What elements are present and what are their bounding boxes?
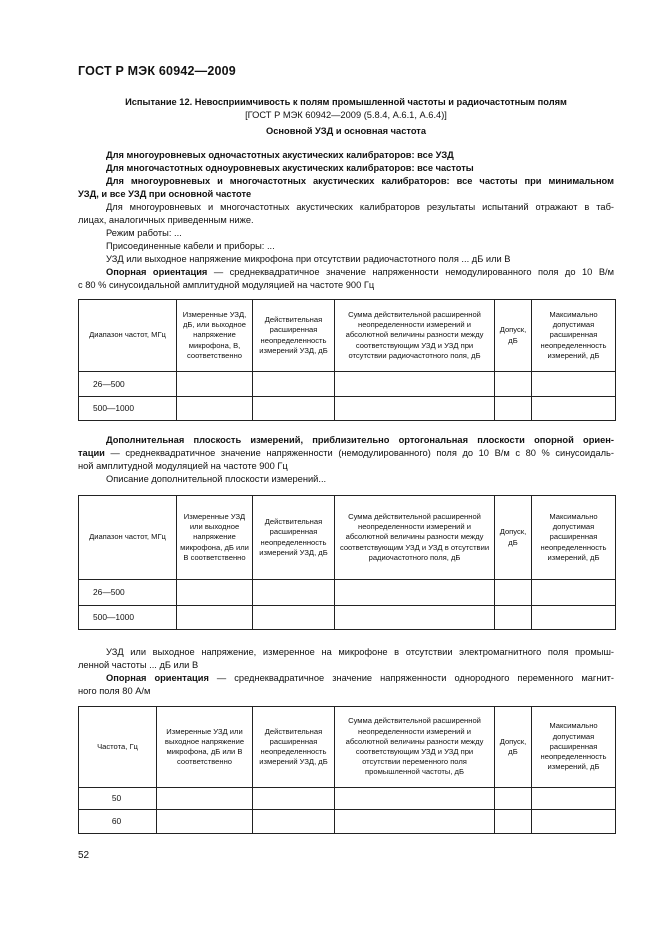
table-row-label: 60 <box>79 810 157 834</box>
secondary-plane-a: Дополнительная плоскость измерений, приблизительно ортогональная плоскости опорной ориен- <box>106 435 614 445</box>
col-sum-uncertainty: Сумма действительной расширенной неопределенности измерений и абсолютной величины разности между соответствующим УЗД и УЗД при отсутствии радиочастотного поля, дБ <box>335 300 495 372</box>
scope-line-2: Для многочастотных одноуровневых акустических калибраторов: все частоты <box>106 163 474 173</box>
reference-orientation <box>106 267 614 277</box>
rf-table-secondary <box>78 495 616 630</box>
col-actual-uncertainty: Действительная расширенная неопределенность измерений УЗД, дБ <box>253 496 335 580</box>
power-reference-label: Опорная ориентация <box>106 673 209 683</box>
table-row-label: 50 <box>79 788 157 810</box>
col-measured-level: Измеренные УЗД, дБ, или выходное напряжение микрофона, В, соответственно <box>177 300 253 372</box>
page-number: 52 <box>78 850 90 861</box>
table-row-label: 500—1000 <box>79 606 177 630</box>
power-field-level-a: УЗД или выходное напряжение, измеренное на микрофоне в отсутствии электромагнитного поля промыш- <box>106 647 614 657</box>
scope-line-3b: УЗД, и все УЗД при основной частоте <box>78 189 252 199</box>
secondary-plane-label: тации <box>78 448 105 458</box>
intro-paragraph-a: Для многоуровневых и многочастотных акустических калибраторов результаты испытаний отражают в таб- <box>106 202 614 212</box>
col-frequency: Частота, Гц <box>79 707 157 788</box>
power-reference-text: — среднеквадратичное значение напряженности однородного переменного магнит- <box>208 673 615 683</box>
reference-orientation-cont: с 80 % синусоидальной амплитудной модуляцией на частоте 900 Гц <box>78 280 375 290</box>
intro-paragraph-b: лицах, аналогичных приведенным ниже. <box>78 215 254 225</box>
table-row-label: 26—500 <box>79 580 177 606</box>
table-row-label: 26—500 <box>79 372 177 397</box>
col-measured-level: Измеренные УЗД или выходное напряжение микрофона, дБ или В соответственно <box>157 707 253 788</box>
reference-orientation-text: — среднеквадратичное значение напряженности немодулированного поля до 10 В/м <box>207 267 614 277</box>
power-reference-orientation <box>106 673 614 683</box>
col-tolerance: Допуск, дБ <box>495 707 532 788</box>
col-max-uncertainty: Максимально допустимая расширенная неопределенность измерений, дБ <box>532 707 616 788</box>
col-sum-uncertainty: Сумма действительной расширенной неопределенности измерений и абсолютной величины разности между соответствующим УЗД и УЗД в отсутствии радиочастотного поля, дБ <box>335 496 495 580</box>
col-frequency-range: Диапазон частот, МГц <box>79 496 177 580</box>
rf-table-reference <box>78 299 616 421</box>
col-actual-uncertainty: Действительная расширенная неопределенность измерений УЗД, дБ <box>253 300 335 372</box>
col-actual-uncertainty: Действительная расширенная неопределенность измерений УЗД, дБ <box>253 707 335 788</box>
reference-level: УЗД или выходное напряжение микрофона при отсутствии радиочастотного поля ... дБ или В <box>106 254 511 264</box>
secondary-plane-b <box>78 448 614 458</box>
power-field-level-b: ленной частоты ... дБ или В <box>78 660 199 670</box>
col-max-uncertainty: Максимально допустимая расширенная неопределенность измерений, дБ <box>532 496 616 580</box>
col-max-uncertainty: Максимально допустимая расширенная неопределенность измерений, дБ <box>532 300 616 372</box>
col-sum-uncertainty: Сумма действительной расширенной неопределенности измерений и абсолютной величины разности между соответствующим УЗД и УЗД при отсутствии переменного поля промышленной частоты, дБ <box>335 707 495 788</box>
power-reference-cont: ного поля 80 А/м <box>78 686 151 696</box>
scope-line-3a: Для многоуровневых и многочастотных акустических калибраторов: все частоты при минимальном <box>106 176 614 186</box>
col-frequency-range: Диапазон частот, МГц <box>79 300 177 372</box>
reference-orientation-label: Опорная ориентация <box>106 267 208 277</box>
secondary-plane-description: Описание дополнительной плоскости измерений... <box>106 474 327 484</box>
section-title: Основной УЗД и основная частота <box>266 126 426 136</box>
secondary-plane-c: ной амплитудной модуляцией на частоте 900 Гц <box>78 461 288 471</box>
table-row-label: 500—1000 <box>79 397 177 421</box>
scope-line-1: Для многоуровневых одночастотных акустических калибраторов: все УЗД <box>106 150 454 160</box>
col-tolerance: Допуск, дБ <box>495 300 532 372</box>
power-frequency-table <box>78 706 616 834</box>
operating-mode: Режим работы: ... <box>106 228 182 238</box>
col-tolerance: Допуск, дБ <box>495 496 532 580</box>
test-title: Испытание 12. Невосприимчивость к полям промышленной частоты и радиочастотным полям <box>125 97 567 107</box>
col-measured-level: Измеренные УЗД или выходное напряжение микрофона, дБ или В соответственно <box>177 496 253 580</box>
secondary-plane-text: — среднеквадратичное значение напряженности (немодулированного) поля до 10 В/м с 80 % синусоидаль- <box>104 448 614 458</box>
document-header: ГОСТ Р МЭК 60942—2009 <box>78 64 236 78</box>
test-reference: [ГОСТ Р МЭК 60942—2009 (5.8.4, А.6.1, А.6.4)] <box>245 110 447 120</box>
connected-cables: Присоединенные кабели и приборы: ... <box>106 241 275 251</box>
